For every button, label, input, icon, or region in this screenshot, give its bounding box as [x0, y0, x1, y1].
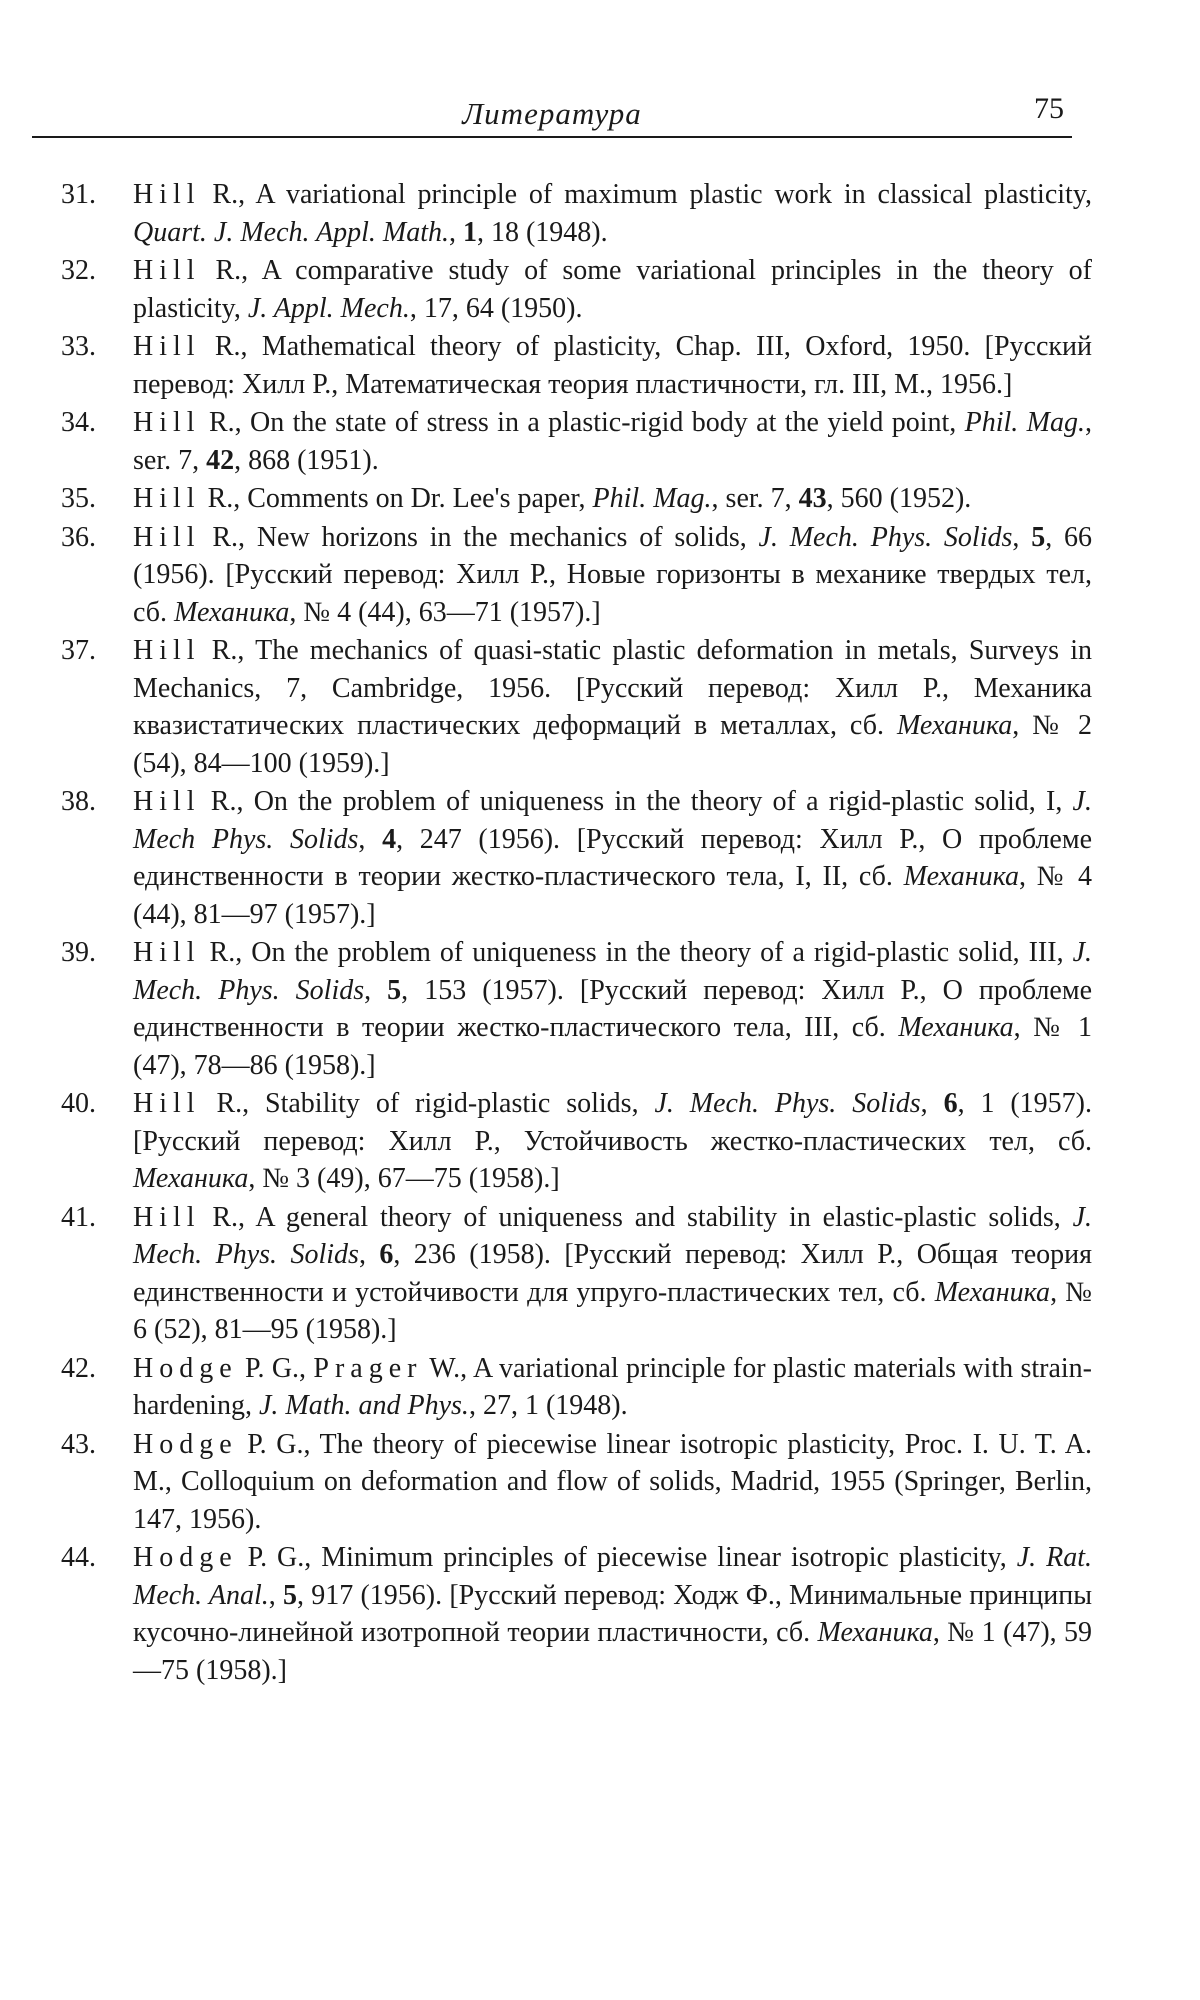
reference-initials: R.,	[200, 937, 252, 968]
reference-journal: J. Mech. Phys. Solids	[654, 1088, 921, 1119]
reference-initials: P. G.,	[237, 1352, 314, 1384]
reference-entry	[32, 783, 1092, 933]
reference-text: On the problem of uniqueness in the theory of a rigid-plastic solid, III,	[251, 937, 1073, 968]
reference-journal: J. Mech. Phys. Solids	[133, 1201, 1092, 1270]
reference-volume: 6	[943, 1088, 958, 1119]
reference-text: , № 4 (44), 63—71 (1957).]	[289, 596, 601, 628]
reference-number: 43.	[61, 1428, 96, 1460]
reference-text: A variational principle of maximum plastic work in classical plasticity,	[255, 179, 1093, 210]
reference-text: ,	[358, 1239, 380, 1270]
reference-number: 35.	[61, 483, 96, 514]
reference-volume: 43	[798, 483, 827, 514]
reference-entry	[32, 328, 1092, 403]
reference-text: , ser. 7,	[133, 407, 1092, 476]
reference-author: Hill	[133, 1088, 201, 1119]
reference-initials: R.,	[200, 407, 250, 438]
reference-text: , 66 (1956). [Русский перевод: Хилл Р., Новые горизонты в механике твердых тел, сб.	[133, 521, 1092, 628]
reference-journal: Механика	[934, 1276, 1051, 1308]
reference-number: 39.	[61, 937, 96, 968]
reference-number: 31.	[61, 179, 96, 210]
reference-text: , 17, 64 (1950).	[409, 292, 583, 324]
reference-initials: R.,	[200, 255, 262, 286]
reference-journal: J. Appl. Mech.	[247, 292, 410, 324]
reference-author: Hodge	[133, 1352, 238, 1384]
reference-author: Prager	[313, 1352, 423, 1384]
reference-author: Hill	[133, 786, 201, 817]
reference-text: A comparative study of some variational principles in the theory of plasticity,	[133, 255, 1092, 324]
reference-entry	[32, 480, 1092, 518]
reference-volume: 5	[283, 1579, 298, 1611]
reference-journal: Механика	[133, 1163, 249, 1194]
reference-entry	[32, 1199, 1092, 1349]
page-header	[32, 88, 1072, 138]
reference-text: Stability of rigid-plastic solids,	[265, 1088, 655, 1119]
reference-entry	[32, 632, 1092, 782]
reference-list	[32, 176, 1092, 1690]
reference-initials: R.,	[200, 179, 256, 210]
reference-text: The theory of piecewise linear isotropic plasticity, Proc. I. U. T. A. M., Colloquium on deformation and flow of solids, Madrid, 1955 (Springer, Berlin, 147, 1956).	[133, 1428, 1092, 1535]
reference-number: 36.	[61, 521, 96, 553]
reference-journal: J. Mech Phys. Solids	[133, 786, 1092, 855]
reference-text: , ser. 7,	[711, 483, 799, 514]
reference-author: Hill	[133, 1201, 201, 1233]
reference-text: ,	[920, 1088, 944, 1119]
reference-entry	[32, 176, 1092, 251]
reference-text: , 868 (1951).	[234, 444, 379, 476]
reference-text: On the state of stress in a plastic-rigid body at the yield point,	[250, 407, 965, 438]
reference-journal: Phil. Mag.	[964, 407, 1085, 438]
reference-text: ,	[358, 823, 383, 855]
reference-entry	[32, 404, 1092, 479]
reference-text: , 18 (1948).	[476, 216, 608, 248]
reference-entry	[32, 1539, 1092, 1689]
reference-number: 37.	[61, 635, 96, 666]
reference-journal: Phil. Mag.	[592, 483, 712, 514]
reference-author: Hill	[133, 635, 201, 666]
reference-author: Hill	[133, 179, 201, 210]
reference-entry	[32, 519, 1092, 632]
reference-text: , 1 (1957). [Русский перевод: Хилл Р., Устойчивость жестко-пластических тел, сб.	[133, 1088, 1092, 1157]
reference-initials: W.,	[422, 1352, 473, 1384]
reference-journal: Механика	[903, 861, 1019, 892]
reference-number: 38.	[61, 786, 96, 817]
reference-text: ,	[268, 1579, 284, 1611]
reference-journal: J. Rat. Mech. Anal.	[133, 1542, 1092, 1611]
reference-text: The mechanics of quasi-static plastic deformation in metals, Surveys in Mechanics, 7, Cambridge, 1956. [Русский перевод: Хилл Р., Механика квазистатических пластических деформаций в металлах, сб.	[133, 635, 1093, 741]
reference-journal: J. Math. and Phys.	[258, 1390, 469, 1421]
reference-initials: P. G.,	[237, 1428, 320, 1460]
reference-entry	[32, 252, 1092, 327]
reference-text: , № 4 (44), 81—97 (1957).]	[133, 861, 1092, 930]
reference-text: New horizons in the mechanics of solids,	[256, 521, 759, 553]
reference-initials: P. G.,	[237, 1542, 322, 1573]
reference-author: Hill	[133, 483, 201, 514]
reference-text: , № 1 (47), 78—86 (1958).]	[133, 1012, 1092, 1081]
reference-initials: R.,	[200, 635, 256, 666]
reference-author: Hill	[133, 937, 201, 968]
reference-text: A general theory of uniqueness and stability in elastic-plastic solids,	[255, 1201, 1073, 1233]
reference-number: 42.	[61, 1352, 96, 1384]
reference-journal: Механика	[817, 1617, 933, 1648]
reference-text: , 917 (1956). [Русский перевод: Ходж Ф., Минимальные принципы кусочно-линейной изотропной теории пластичности, сб.	[133, 1579, 1093, 1648]
reference-author: Hill	[133, 521, 201, 553]
reference-text: ,	[448, 216, 463, 248]
reference-text: , № 3 (49), 67—75 (1958).]	[248, 1163, 560, 1194]
reference-journal: J. Mech. Phys. Solids	[758, 521, 1013, 553]
reference-journal: Механика	[896, 710, 1013, 741]
reference-author: Hodge	[133, 1428, 238, 1460]
reference-journal: Quart. J. Mech. Appl. Math.	[133, 216, 449, 248]
reference-text: , 560 (1952).	[826, 483, 972, 514]
reference-volume: 6	[379, 1239, 394, 1270]
reference-number: 41.	[61, 1201, 96, 1233]
reference-text: , 247 (1956). [Русский перевод: Хилл Р., О проблеме единственности в теории жестко-пластического тела, I, II, сб.	[133, 823, 1093, 892]
reference-text: Mathematical theory of plasticity, Chap. III, Oxford, 1950. [Русский перевод: Хилл Р., Математическая теория пластичности, гл. III, М., 1956.]	[133, 331, 1092, 400]
reference-text: , № 1 (47), 59—75 (1958).]	[133, 1617, 1092, 1686]
reference-author: Hodge	[133, 1542, 238, 1573]
reference-volume: 4	[382, 823, 397, 855]
reference-text: , 236 (1958). [Русский перевод: Хилл Р., Общая теория единственности и устойчивости для упруго-пластических тел, сб.	[133, 1239, 1092, 1308]
reference-initials: R.,	[200, 331, 262, 362]
reference-entry	[32, 1085, 1092, 1198]
reference-text: , № 2 (54), 84—100 (1959).]	[133, 710, 1092, 779]
reference-text: Minimum principles of piecewise linear isotropic plasticity,	[321, 1542, 1017, 1573]
running-title: Литература	[462, 96, 642, 131]
reference-number: 32.	[61, 255, 96, 286]
reference-entry	[32, 934, 1092, 1084]
reference-text: Comments on Dr. Lee's paper,	[247, 483, 593, 514]
reference-initials: R.,	[200, 483, 248, 514]
reference-text: ,	[364, 974, 388, 1006]
reference-initials: R.,	[200, 521, 257, 553]
reference-text: , № 6 (52), 81—95 (1958).]	[133, 1276, 1092, 1345]
reference-author: Hill	[133, 255, 201, 286]
reference-volume: 5	[1031, 521, 1046, 553]
reference-author: Hill	[133, 331, 201, 362]
reference-text: A variational principle for plastic materials with strain-hardening,	[133, 1352, 1092, 1421]
reference-text: , 153 (1957). [Русский перевод: Хилл Р., О проблеме единственности в теории жестко-пластического тела, III, сб.	[133, 974, 1092, 1043]
reference-entry	[32, 1426, 1092, 1539]
reference-initials: R.,	[200, 1201, 256, 1233]
reference-journal: Механика	[898, 1012, 1014, 1043]
reference-initials: R.,	[200, 1088, 266, 1119]
reference-text: , 27, 1 (1948).	[468, 1390, 628, 1421]
reference-initials: R.,	[200, 786, 254, 817]
reference-volume: 5	[387, 974, 402, 1006]
reference-volume: 42	[206, 444, 235, 476]
reference-journal: Механика	[174, 596, 290, 628]
reference-journal: J. Mech. Phys. Solids	[133, 937, 1092, 1006]
reference-entry	[32, 1350, 1092, 1425]
reference-text: On the problem of uniqueness in the theory of a rigid-plastic solid, I,	[253, 786, 1073, 817]
reference-volume: 1	[462, 216, 477, 248]
reference-number: 44.	[61, 1542, 96, 1573]
page-number: 75	[1034, 92, 1064, 125]
reference-number: 34.	[61, 407, 96, 438]
reference-author: Hill	[133, 407, 201, 438]
reference-text: ,	[1012, 521, 1032, 553]
reference-number: 40.	[61, 1088, 96, 1119]
reference-number: 33.	[61, 331, 96, 362]
